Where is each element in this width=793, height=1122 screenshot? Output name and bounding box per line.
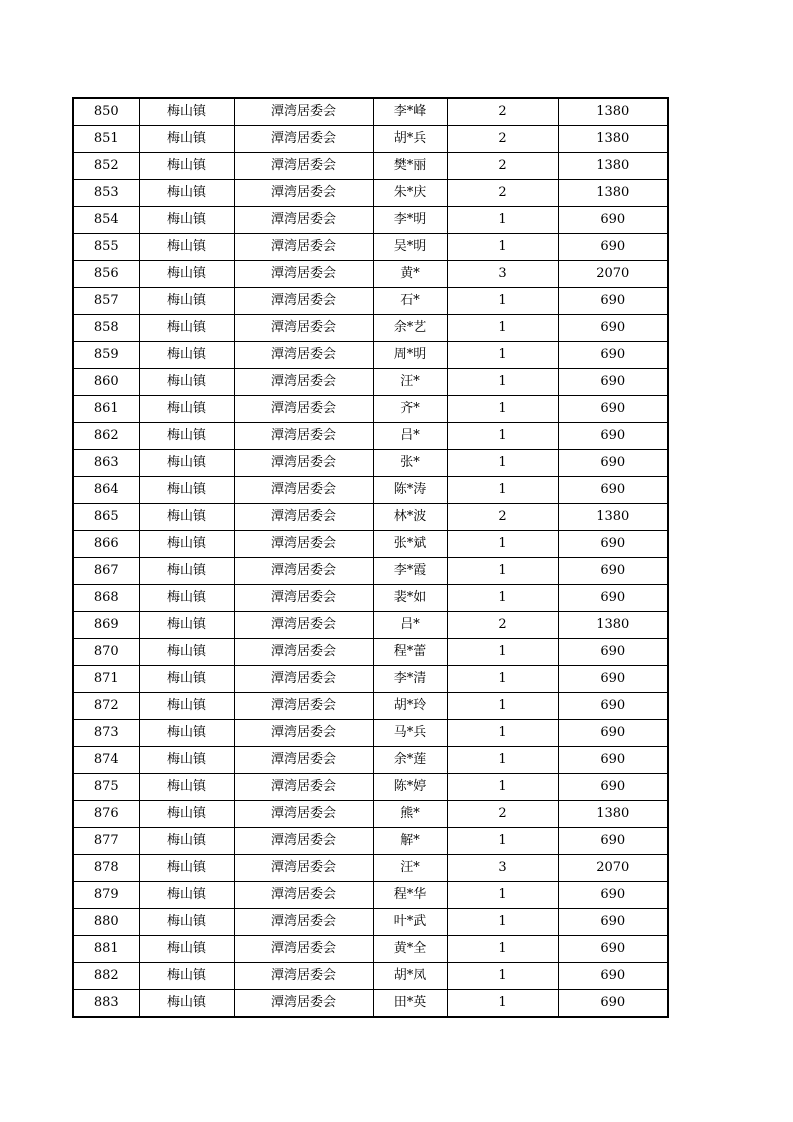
- name-cell: 石*: [373, 288, 447, 315]
- table-row: [73, 801, 668, 828]
- row-number-cell: 883: [73, 990, 139, 1018]
- committee-cell: 潭湾居委会: [234, 963, 373, 990]
- row-number-cell: 852: [73, 153, 139, 180]
- town-cell: 梅山镇: [139, 477, 234, 504]
- committee-cell: 潭湾居委会: [234, 207, 373, 234]
- count-cell: 1: [447, 720, 558, 747]
- row-number-cell: 868: [73, 585, 139, 612]
- table-row: [73, 180, 668, 207]
- name-cell: 解*: [373, 828, 447, 855]
- table-body: [73, 98, 668, 1017]
- table-row: [73, 126, 668, 153]
- row-number-cell: 853: [73, 180, 139, 207]
- town-cell: 梅山镇: [139, 693, 234, 720]
- name-cell: 余*艺: [373, 315, 447, 342]
- table-row: [73, 504, 668, 531]
- table-row: [73, 855, 668, 882]
- table-row: [73, 828, 668, 855]
- count-cell: 1: [447, 747, 558, 774]
- name-cell: 张*斌: [373, 531, 447, 558]
- count-cell: 1: [447, 531, 558, 558]
- town-cell: 梅山镇: [139, 639, 234, 666]
- committee-cell: 潭湾居委会: [234, 558, 373, 585]
- row-number-cell: 865: [73, 504, 139, 531]
- amount-cell: 1380: [558, 153, 668, 180]
- table-row: [73, 288, 668, 315]
- name-cell: 张*: [373, 450, 447, 477]
- row-number-cell: 859: [73, 342, 139, 369]
- row-number-cell: 856: [73, 261, 139, 288]
- town-cell: 梅山镇: [139, 612, 234, 639]
- committee-cell: 潭湾居委会: [234, 504, 373, 531]
- committee-cell: 潭湾居委会: [234, 288, 373, 315]
- committee-cell: 潭湾居委会: [234, 531, 373, 558]
- committee-cell: 潭湾居委会: [234, 720, 373, 747]
- amount-cell: 690: [558, 396, 668, 423]
- committee-cell: 潭湾居委会: [234, 98, 373, 126]
- town-cell: 梅山镇: [139, 315, 234, 342]
- count-cell: 1: [447, 450, 558, 477]
- name-cell: 齐*: [373, 396, 447, 423]
- town-cell: 梅山镇: [139, 261, 234, 288]
- town-cell: 梅山镇: [139, 774, 234, 801]
- name-cell: 黄*全: [373, 936, 447, 963]
- count-cell: 1: [447, 990, 558, 1018]
- table-row: [73, 909, 668, 936]
- count-cell: 1: [447, 828, 558, 855]
- town-cell: 梅山镇: [139, 990, 234, 1018]
- row-number-cell: 882: [73, 963, 139, 990]
- table-row: [73, 693, 668, 720]
- committee-cell: 潭湾居委会: [234, 477, 373, 504]
- count-cell: 2: [447, 504, 558, 531]
- committee-cell: 潭湾居委会: [234, 747, 373, 774]
- committee-cell: 潭湾居委会: [234, 990, 373, 1018]
- table-row: [73, 315, 668, 342]
- count-cell: 1: [447, 666, 558, 693]
- town-cell: 梅山镇: [139, 234, 234, 261]
- count-cell: 1: [447, 882, 558, 909]
- count-cell: 1: [447, 585, 558, 612]
- name-cell: 熊*: [373, 801, 447, 828]
- committee-cell: 潭湾居委会: [234, 369, 373, 396]
- table-row: [73, 666, 668, 693]
- count-cell: 1: [447, 288, 558, 315]
- committee-cell: 潭湾居委会: [234, 180, 373, 207]
- name-cell: 程*华: [373, 882, 447, 909]
- name-cell: 陈*婷: [373, 774, 447, 801]
- row-number-cell: 857: [73, 288, 139, 315]
- table-row: [73, 396, 668, 423]
- name-cell: 汪*: [373, 855, 447, 882]
- committee-cell: 潭湾居委会: [234, 315, 373, 342]
- name-cell: 汪*: [373, 369, 447, 396]
- name-cell: 陈*涛: [373, 477, 447, 504]
- data-table-container: [72, 97, 669, 1018]
- amount-cell: 1380: [558, 98, 668, 126]
- row-number-cell: 877: [73, 828, 139, 855]
- table-row: [73, 774, 668, 801]
- name-cell: 胡*玲: [373, 693, 447, 720]
- name-cell: 黄*: [373, 261, 447, 288]
- table-row: [73, 936, 668, 963]
- count-cell: 1: [447, 909, 558, 936]
- count-cell: 2: [447, 801, 558, 828]
- town-cell: 梅山镇: [139, 531, 234, 558]
- amount-cell: 690: [558, 315, 668, 342]
- committee-cell: 潭湾居委会: [234, 855, 373, 882]
- committee-cell: 潭湾居委会: [234, 801, 373, 828]
- table-row: [73, 747, 668, 774]
- table-row: [73, 720, 668, 747]
- count-cell: 1: [447, 558, 558, 585]
- name-cell: 李*清: [373, 666, 447, 693]
- count-cell: 2: [447, 126, 558, 153]
- amount-cell: 690: [558, 207, 668, 234]
- row-number-cell: 858: [73, 315, 139, 342]
- amount-cell: 1380: [558, 504, 668, 531]
- amount-cell: 690: [558, 828, 668, 855]
- amount-cell: 690: [558, 963, 668, 990]
- amount-cell: 690: [558, 342, 668, 369]
- name-cell: 胡*兵: [373, 126, 447, 153]
- count-cell: 1: [447, 963, 558, 990]
- committee-cell: 潭湾居委会: [234, 882, 373, 909]
- committee-cell: 潭湾居委会: [234, 909, 373, 936]
- amount-cell: 690: [558, 774, 668, 801]
- town-cell: 梅山镇: [139, 342, 234, 369]
- data-table: [72, 97, 669, 1018]
- table-row: [73, 234, 668, 261]
- town-cell: 梅山镇: [139, 666, 234, 693]
- committee-cell: 潭湾居委会: [234, 261, 373, 288]
- table-row: [73, 477, 668, 504]
- town-cell: 梅山镇: [139, 126, 234, 153]
- count-cell: 2: [447, 612, 558, 639]
- row-number-cell: 851: [73, 126, 139, 153]
- amount-cell: 690: [558, 936, 668, 963]
- table-row: [73, 261, 668, 288]
- town-cell: 梅山镇: [139, 450, 234, 477]
- table-row: [73, 585, 668, 612]
- row-number-cell: 872: [73, 693, 139, 720]
- name-cell: 吕*: [373, 423, 447, 450]
- row-number-cell: 876: [73, 801, 139, 828]
- town-cell: 梅山镇: [139, 855, 234, 882]
- count-cell: 1: [447, 234, 558, 261]
- row-number-cell: 860: [73, 369, 139, 396]
- name-cell: 余*莲: [373, 747, 447, 774]
- amount-cell: 690: [558, 990, 668, 1018]
- table-row: [73, 369, 668, 396]
- amount-cell: 690: [558, 288, 668, 315]
- table-row: [73, 207, 668, 234]
- count-cell: 2: [447, 98, 558, 126]
- town-cell: 梅山镇: [139, 909, 234, 936]
- amount-cell: 690: [558, 531, 668, 558]
- name-cell: 程*蕾: [373, 639, 447, 666]
- row-number-cell: 864: [73, 477, 139, 504]
- committee-cell: 潭湾居委会: [234, 639, 373, 666]
- row-number-cell: 870: [73, 639, 139, 666]
- amount-cell: 690: [558, 450, 668, 477]
- row-number-cell: 873: [73, 720, 139, 747]
- name-cell: 胡*凤: [373, 963, 447, 990]
- amount-cell: 690: [558, 882, 668, 909]
- committee-cell: 潭湾居委会: [234, 126, 373, 153]
- committee-cell: 潭湾居委会: [234, 585, 373, 612]
- name-cell: 李*明: [373, 207, 447, 234]
- count-cell: 1: [447, 207, 558, 234]
- amount-cell: 690: [558, 423, 668, 450]
- town-cell: 梅山镇: [139, 882, 234, 909]
- name-cell: 叶*武: [373, 909, 447, 936]
- town-cell: 梅山镇: [139, 801, 234, 828]
- table-row: [73, 990, 668, 1018]
- amount-cell: 1380: [558, 612, 668, 639]
- count-cell: 1: [447, 774, 558, 801]
- town-cell: 梅山镇: [139, 936, 234, 963]
- committee-cell: 潭湾居委会: [234, 774, 373, 801]
- count-cell: 1: [447, 315, 558, 342]
- amount-cell: 690: [558, 909, 668, 936]
- amount-cell: 690: [558, 747, 668, 774]
- count-cell: 1: [447, 423, 558, 450]
- table-row: [73, 558, 668, 585]
- town-cell: 梅山镇: [139, 369, 234, 396]
- count-cell: 1: [447, 369, 558, 396]
- table-row: [73, 153, 668, 180]
- count-cell: 1: [447, 936, 558, 963]
- amount-cell: 1380: [558, 126, 668, 153]
- count-cell: 3: [447, 855, 558, 882]
- town-cell: 梅山镇: [139, 504, 234, 531]
- committee-cell: 潭湾居委会: [234, 693, 373, 720]
- row-number-cell: 855: [73, 234, 139, 261]
- row-number-cell: 867: [73, 558, 139, 585]
- table-row: [73, 882, 668, 909]
- amount-cell: 690: [558, 693, 668, 720]
- amount-cell: 690: [558, 720, 668, 747]
- table-row: [73, 450, 668, 477]
- committee-cell: 潭湾居委会: [234, 666, 373, 693]
- row-number-cell: 854: [73, 207, 139, 234]
- table-row: [73, 612, 668, 639]
- amount-cell: 1380: [558, 180, 668, 207]
- town-cell: 梅山镇: [139, 153, 234, 180]
- table-row: [73, 342, 668, 369]
- committee-cell: 潭湾居委会: [234, 396, 373, 423]
- row-number-cell: 850: [73, 98, 139, 126]
- name-cell: 马*兵: [373, 720, 447, 747]
- row-number-cell: 879: [73, 882, 139, 909]
- committee-cell: 潭湾居委会: [234, 828, 373, 855]
- amount-cell: 690: [558, 585, 668, 612]
- town-cell: 梅山镇: [139, 180, 234, 207]
- town-cell: 梅山镇: [139, 558, 234, 585]
- row-number-cell: 880: [73, 909, 139, 936]
- row-number-cell: 869: [73, 612, 139, 639]
- town-cell: 梅山镇: [139, 720, 234, 747]
- row-number-cell: 871: [73, 666, 139, 693]
- name-cell: 周*明: [373, 342, 447, 369]
- committee-cell: 潭湾居委会: [234, 936, 373, 963]
- count-cell: 1: [447, 693, 558, 720]
- amount-cell: 690: [558, 666, 668, 693]
- name-cell: 樊*丽: [373, 153, 447, 180]
- committee-cell: 潭湾居委会: [234, 612, 373, 639]
- town-cell: 梅山镇: [139, 747, 234, 774]
- amount-cell: 2070: [558, 261, 668, 288]
- town-cell: 梅山镇: [139, 585, 234, 612]
- amount-cell: 690: [558, 369, 668, 396]
- committee-cell: 潭湾居委会: [234, 342, 373, 369]
- count-cell: 1: [447, 639, 558, 666]
- count-cell: 1: [447, 342, 558, 369]
- name-cell: 吕*: [373, 612, 447, 639]
- town-cell: 梅山镇: [139, 423, 234, 450]
- count-cell: 1: [447, 396, 558, 423]
- row-number-cell: 875: [73, 774, 139, 801]
- name-cell: 林*波: [373, 504, 447, 531]
- amount-cell: 2070: [558, 855, 668, 882]
- town-cell: 梅山镇: [139, 207, 234, 234]
- row-number-cell: 874: [73, 747, 139, 774]
- count-cell: 2: [447, 180, 558, 207]
- name-cell: 吴*明: [373, 234, 447, 261]
- name-cell: 田*英: [373, 990, 447, 1018]
- name-cell: 裴*如: [373, 585, 447, 612]
- amount-cell: 1380: [558, 801, 668, 828]
- row-number-cell: 861: [73, 396, 139, 423]
- count-cell: 2: [447, 153, 558, 180]
- amount-cell: 690: [558, 558, 668, 585]
- name-cell: 李*峰: [373, 98, 447, 126]
- amount-cell: 690: [558, 234, 668, 261]
- count-cell: 1: [447, 477, 558, 504]
- table-row: [73, 639, 668, 666]
- committee-cell: 潭湾居委会: [234, 423, 373, 450]
- town-cell: 梅山镇: [139, 288, 234, 315]
- row-number-cell: 862: [73, 423, 139, 450]
- row-number-cell: 866: [73, 531, 139, 558]
- committee-cell: 潭湾居委会: [234, 153, 373, 180]
- town-cell: 梅山镇: [139, 396, 234, 423]
- row-number-cell: 863: [73, 450, 139, 477]
- count-cell: 3: [447, 261, 558, 288]
- committee-cell: 潭湾居委会: [234, 234, 373, 261]
- table-row: [73, 963, 668, 990]
- row-number-cell: 878: [73, 855, 139, 882]
- row-number-cell: 881: [73, 936, 139, 963]
- name-cell: 李*霞: [373, 558, 447, 585]
- table-row: [73, 423, 668, 450]
- town-cell: 梅山镇: [139, 828, 234, 855]
- name-cell: 朱*庆: [373, 180, 447, 207]
- table-row: [73, 531, 668, 558]
- committee-cell: 潭湾居委会: [234, 450, 373, 477]
- town-cell: 梅山镇: [139, 963, 234, 990]
- amount-cell: 690: [558, 477, 668, 504]
- table-row: [73, 98, 668, 126]
- amount-cell: 690: [558, 639, 668, 666]
- town-cell: 梅山镇: [139, 98, 234, 126]
